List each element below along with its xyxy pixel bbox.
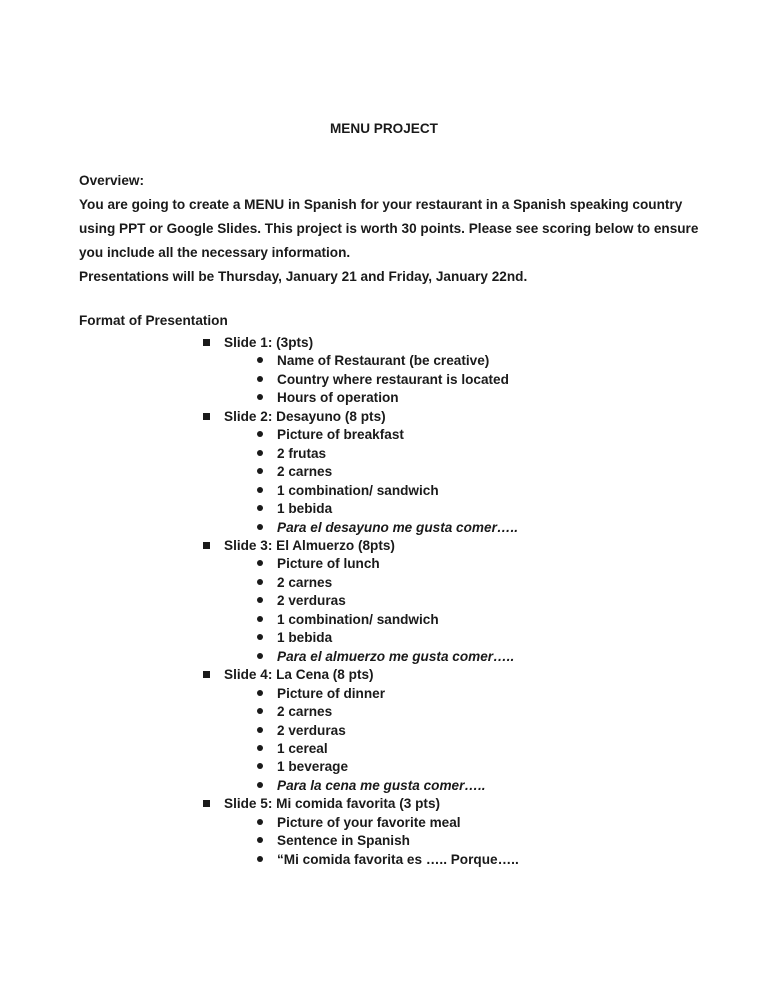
bullet-icon bbox=[257, 505, 263, 511]
requirement-item bbox=[257, 629, 519, 647]
requirement-text: 1 combination/ sandwich bbox=[277, 482, 439, 498]
bullet-icon bbox=[257, 782, 263, 788]
requirement-item bbox=[257, 352, 519, 370]
overview-section bbox=[79, 169, 698, 289]
requirement-text: 2 verduras bbox=[277, 722, 346, 738]
bullet-icon bbox=[257, 431, 263, 437]
square-bullet-icon bbox=[203, 339, 210, 346]
slide-list bbox=[0, 334, 519, 869]
bullet-icon bbox=[257, 837, 263, 843]
requirement-item bbox=[257, 703, 519, 721]
bullet-icon bbox=[257, 560, 263, 566]
format-heading: Format of Presentation bbox=[79, 313, 228, 328]
requirement-text: 1 cereal bbox=[277, 740, 328, 756]
requirement-text: Para la cena me gusta comer….. bbox=[277, 777, 486, 793]
requirement-item bbox=[257, 777, 519, 795]
square-bullet-icon bbox=[203, 413, 210, 420]
overview-heading: Overview: bbox=[79, 173, 144, 188]
requirement-text: 1 beverage bbox=[277, 759, 349, 775]
bullet-icon bbox=[257, 450, 263, 456]
slide-label: Slide 4: La Cena (8 pts) bbox=[224, 667, 374, 683]
requirement-text: 1 combination/ sandwich bbox=[277, 611, 439, 627]
slide-item bbox=[203, 537, 465, 555]
requirement-text: Picture of breakfast bbox=[277, 427, 404, 443]
slide-label: Slide 2: Desayuno (8 pts) bbox=[224, 408, 386, 424]
square-bullet-icon bbox=[203, 542, 210, 549]
requirement-item bbox=[257, 722, 519, 740]
requirement-text: Picture of dinner bbox=[277, 685, 386, 701]
bullet-icon bbox=[257, 708, 263, 714]
requirement-item bbox=[257, 851, 519, 869]
requirement-text: Picture of lunch bbox=[277, 556, 380, 572]
requirement-item bbox=[257, 389, 519, 407]
overview-line: You are going to create a MENU in Spanish for your restaurant in a Spanish speaking country bbox=[79, 197, 683, 212]
overview-line: using PPT or Google Slides. This project is worth 30 points. Please see scoring below to ensure bbox=[79, 221, 699, 236]
requirement-text: Name of Restaurant (be creative) bbox=[277, 353, 490, 369]
requirement-item bbox=[257, 814, 519, 832]
requirement-item bbox=[257, 463, 519, 481]
requirement-text: Para el desayuno me gusta comer….. bbox=[277, 519, 519, 535]
bullet-icon bbox=[257, 487, 263, 493]
requirement-item bbox=[257, 574, 519, 592]
requirement-item bbox=[257, 482, 519, 500]
requirement-item bbox=[257, 685, 519, 703]
bullet-icon bbox=[257, 597, 263, 603]
square-bullet-icon bbox=[203, 671, 210, 678]
bullet-icon bbox=[257, 616, 263, 622]
requirement-item bbox=[257, 592, 519, 610]
requirement-text: “Mi comida favorita es ….. Porque….. bbox=[277, 851, 519, 867]
requirement-text: 2 carnes bbox=[277, 464, 333, 480]
requirement-text: Hours of operation bbox=[277, 390, 399, 406]
requirement-item bbox=[257, 519, 519, 537]
presentation-dates: Presentations will be Thursday, January 21 and Friday, January 22nd. bbox=[79, 269, 528, 284]
requirement-item bbox=[257, 648, 519, 666]
requirement-text: 2 verduras bbox=[277, 593, 346, 609]
requirement-item bbox=[257, 555, 519, 573]
bullet-icon bbox=[257, 819, 263, 825]
bullet-icon bbox=[257, 634, 263, 640]
requirement-text: Country where restaurant is located bbox=[277, 371, 509, 387]
requirement-text: 1 bebida bbox=[277, 501, 333, 517]
page-title: MENU PROJECT bbox=[329, 121, 438, 136]
requirement-text: 1 bebida bbox=[277, 630, 333, 646]
requirement-item bbox=[257, 445, 519, 463]
requirement-text: 2 carnes bbox=[277, 704, 333, 720]
overview-line: you include all the necessary information. bbox=[79, 245, 351, 260]
square-bullet-icon bbox=[203, 800, 210, 807]
bullet-icon bbox=[257, 468, 263, 474]
requirement-item bbox=[257, 758, 519, 776]
slide-item bbox=[203, 408, 465, 426]
requirement-text: 2 frutas bbox=[277, 445, 327, 461]
requirement-text: Sentence in Spanish bbox=[277, 833, 410, 849]
requirement-item bbox=[257, 371, 519, 389]
bullet-icon bbox=[257, 653, 263, 659]
slide-item bbox=[203, 666, 465, 684]
bullet-icon bbox=[257, 376, 263, 382]
requirement-item bbox=[257, 611, 519, 629]
requirement-text: Picture of your favorite meal bbox=[277, 814, 461, 830]
slide-item bbox=[203, 795, 465, 813]
requirement-item bbox=[257, 426, 519, 444]
bullet-icon bbox=[257, 524, 263, 530]
bullet-icon bbox=[257, 690, 263, 696]
requirement-text: 2 carnes bbox=[277, 574, 333, 590]
requirement-text: Para el almuerzo me gusta comer….. bbox=[277, 648, 515, 664]
bullet-icon bbox=[257, 727, 263, 733]
slide-item bbox=[203, 334, 465, 352]
requirement-item bbox=[257, 500, 519, 518]
bullet-icon bbox=[257, 856, 263, 862]
bullet-icon bbox=[257, 763, 263, 769]
requirement-item bbox=[257, 832, 519, 850]
slide-label: Slide 3: El Almuerzo (8pts) bbox=[224, 537, 395, 553]
bullet-icon bbox=[257, 745, 263, 751]
bullet-icon bbox=[257, 394, 263, 400]
bullet-icon bbox=[257, 357, 263, 363]
slide-label: Slide 5: Mi comida favorita (3 pts) bbox=[224, 796, 441, 812]
requirement-item bbox=[257, 740, 519, 758]
bullet-icon bbox=[257, 579, 263, 585]
slide-label: Slide 1: (3pts) bbox=[224, 335, 314, 350]
